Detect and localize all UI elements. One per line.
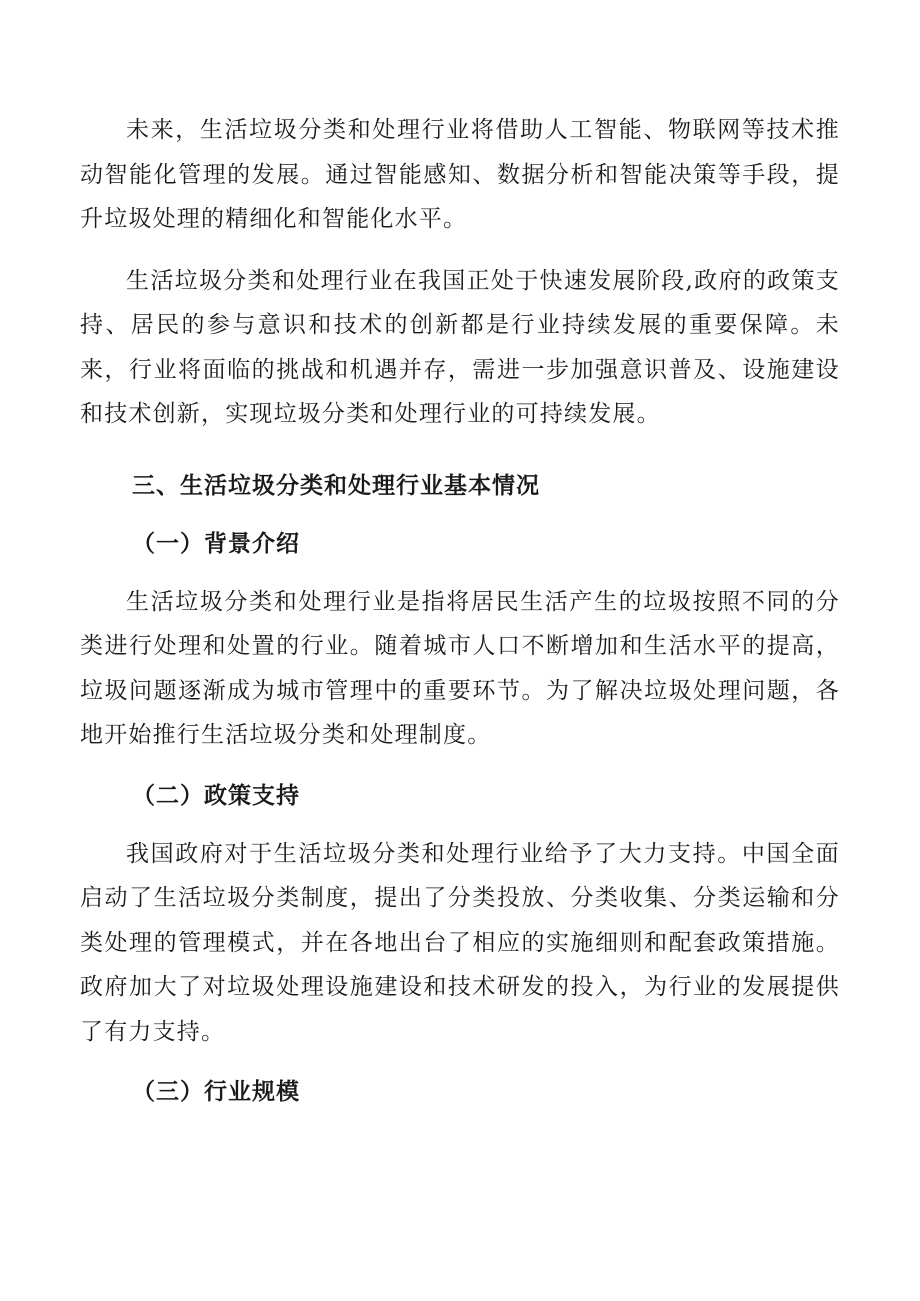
paragraph-future-intelligent: 未来，生活垃圾分类和处理行业将借助人工智能、物联网等技术推动智能化管理的发展。通过智能感知、数据分析和智能决策等手段，提升垃圾处理的精细化和智能化水平。 — [80, 117, 840, 232]
subsection-heading-scale: （三）行业规模 — [132, 1078, 300, 1105]
subsection-heading-policy: （二）政策支持 — [132, 781, 300, 809]
section-heading: 三、生活垃圾分类和处理行业基本情况 — [132, 471, 540, 499]
paragraph-policy: 我国政府对于生活垃圾分类和处理行业给予了大力支持。中国全面启动了生活垃圾分类制度，提出了分类投放、分类收集、分类运输和分类处理的管理模式，并在各地出台了相应的实施细则和配套政策措施。政府加大了对垃圾处理设施建设和技术研发的投入，为行业的发展提供了有力支持。 — [80, 840, 840, 1045]
subsection-heading-background: （一）背景介绍 — [132, 529, 300, 557]
paragraph-background: 生活垃圾分类和处理行业是指将居民生活产生的垃圾按照不同的分类进行处理和处置的行业。随着城市人口不断增加和生活水平的提高，垃圾问题逐渐成为城市管理中的重要环节。为了解决垃圾处理问题，各地开始推行生活垃圾分类和处理制度。 — [80, 588, 840, 748]
paragraph-summary: 生活垃圾分类和处理行业在我国正处于快速发展阶段,政府的政策支持、居民的参与意识和技术的创新都是行业持续发展的重要保障。未来，行业将面临的挑战和机遇并存，需进一步加强意识普及、设施建设和技术创新，实现垃圾分类和处理行业的可持续发展。 — [80, 267, 840, 427]
